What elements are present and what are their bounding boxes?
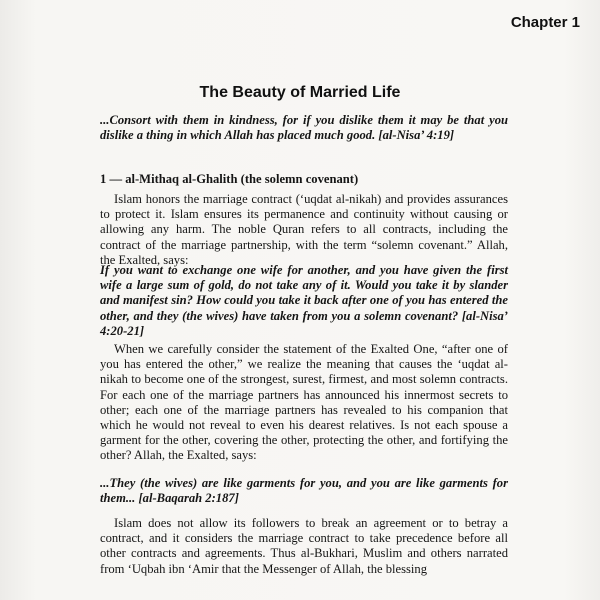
quote-baqarah-2-187: ...They (the wives) are like garments for you, and you are like garments for them... [al-Baqarah 2:187] (100, 476, 508, 506)
quote-nisa-4-20-21: If you want to exchange one wife for another, and you have given the first wife a large sum of gold, do not take any of it. Would you take it by slander and manifest sin? How could you take it back after one of you has entered the other, and they (the wives) have taken from you a solemn covenant? [al-Nisa’ 4:20-21] (100, 263, 508, 338)
paragraph-1: Islam honors the marriage contract (‘uqdat al-nikah) and provides assurances to protect it. Islam ensures its permanence and continuity without causing or allowing any harm. The noble Quran refers to all contracts, including the contract of the marriage partnership, with the term “solemn covenant.” Allah, the Exalted, says: (100, 192, 508, 267)
page-title: The Beauty of Married Life (199, 84, 401, 101)
paragraph-2: When we carefully consider the statement of the Exalted One, “after one of you has entered the other,” we realize the meaning that causes the ‘uqdat al-nikah to become one of the strongest, surest, firmest, and most solemn contracts. For each one of the marriage partners has announced his innermost secrets to other; each one of the marriage partners has revealed to his companion that which he would not reveal to even his dearest relatives. Is not each spouse a garment for the other, covering the other, protecting the other, and fortifying the other? Allah, the Exalted, says: (100, 342, 508, 463)
quote-nisa-4-19: ...Consort with them in kindness, for if you dislike them it may be that you dislike a thing in which Allah has placed much good. [al-Nisa’ 4:19] (100, 113, 508, 143)
paragraph-3: Islam does not allow its followers to break an agreement or to betray a contract, and it considers the marriage contract to take precedence before all other contracts and agreements. Thus al-Bukhari, Muslim and others narrated from ‘Uqbah ibn ‘Amir that the Messenger of Allah, the blessing (100, 516, 508, 576)
section-heading: 1 — al-Mithaq al-Ghalith (the solemn covenant) (100, 172, 359, 186)
chapter-label: Chapter 1 (510, 14, 580, 31)
